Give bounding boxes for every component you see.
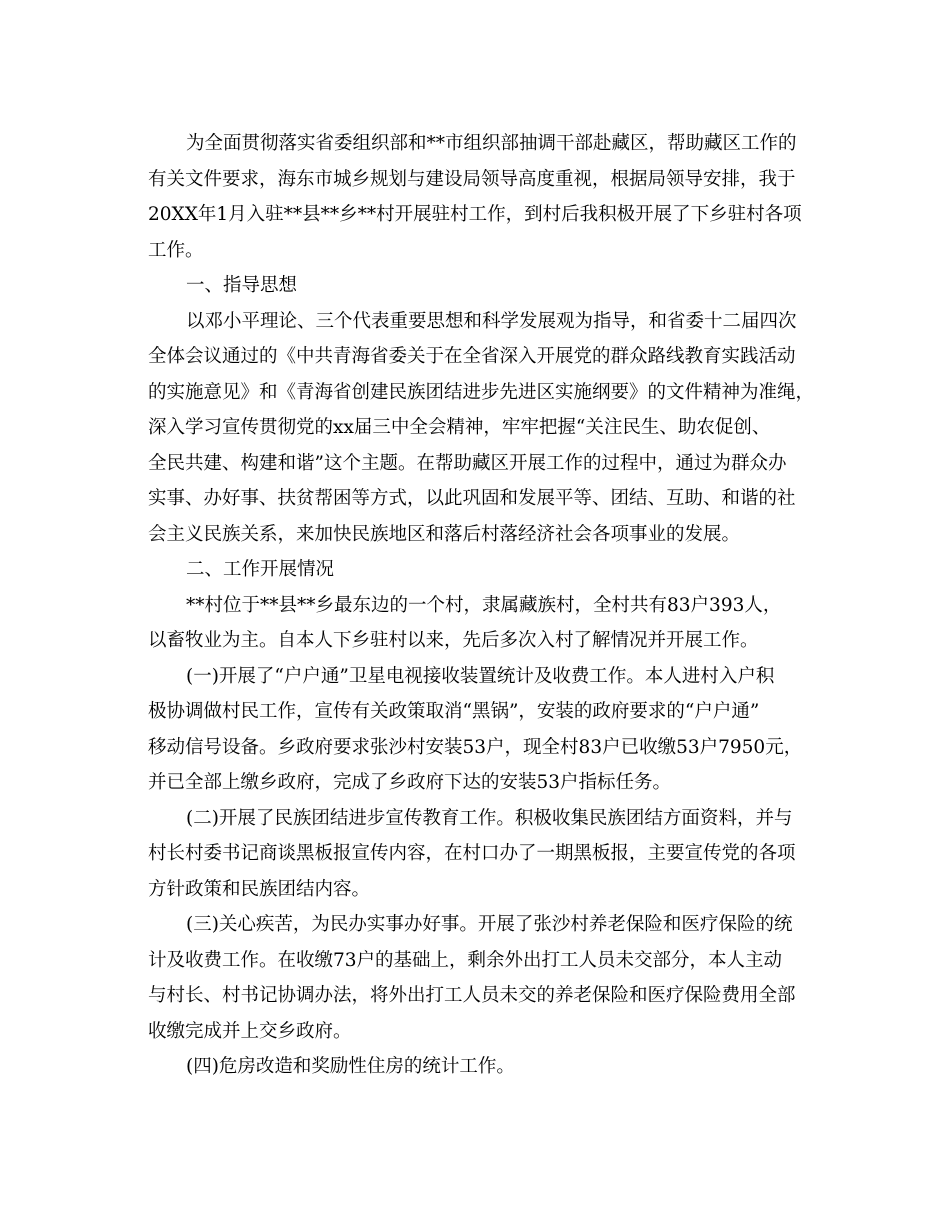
- text-line: 20XX年1月入驻**县**乡**村开展驻村工作，到村后我积极开展了下乡驻村各项: [148, 204, 802, 225]
- text-line: 二、工作开展情况: [186, 559, 335, 580]
- text-line: 深入学习宣传贯彻党的xx届三中全会精神，牢牢把握“关注民生、助农促创、: [148, 417, 771, 438]
- text-line: 村长村委书记商谈黑板报宣传内容，在村口办了一期黑板报，主要宣传党的各项: [148, 843, 796, 864]
- document-body: [148, 126, 815, 1085]
- text-line: (四)危房改造和奖励性住房的统计工作。: [186, 1056, 515, 1077]
- text-line: (二)开展了民族团结进步宣传教育工作。积极收集民族团结方面资料，并与: [186, 807, 793, 829]
- text-line: 移动信号设备。乡政府要求张沙村安装53户，现全村83户已收缴53户7950元，: [148, 736, 803, 758]
- text-line: 并已全部上缴乡政府，完成了乡政府下达的安装53户指标任务。: [148, 772, 672, 793]
- text-line: 工作。: [148, 239, 204, 261]
- text-line: **村位于**县**乡最东边的一个村，隶属藏族村，全村共有83户393人，: [186, 594, 782, 616]
- text-line: (三)关心疾苦，为民办实事办好事。开展了张沙村养老保险和医疗保险的统: [186, 914, 793, 935]
- text-line: 以畜牧业为主。自本人下乡驻村以来，先后多次入村了解情况并开展工作。: [148, 630, 759, 651]
- text-line: 与村长、村书记协调办法，将外出打工人员未交的养老保险和医疗保险费用全部: [148, 985, 796, 1006]
- text-line: 会主义民族关系，来加快民族地区和落后村落经济社会各项事业的发展。: [148, 523, 741, 545]
- text-line: 实事、办好事、扶贫帮困等方式，以此巩固和发展平等、团结、互助、和谐的社: [148, 488, 796, 509]
- text-line: 计及收费工作。在收缴73户的基础上，剩余外出打工人员未交部分，本人主动: [148, 949, 783, 971]
- text-line: 收缴完成并上交乡政府。: [148, 1020, 352, 1042]
- text-line: 全体会议通过的《中共青海省委关于在全省深入开展党的群众路线教育实践活动: [148, 346, 796, 367]
- text-line: 一、指导思想: [186, 275, 298, 296]
- text-line: 为全面贯彻落实省委组织部和**市组织部抽调干部赴藏区，帮助藏区工作的: [186, 133, 797, 154]
- text-line: (一)开展了“户户通”卫星电视接收装置统计及收费工作。本人进村入户积: [186, 665, 775, 687]
- text-line: 极协调做村民工作，宣传有关政策取消“黑锅”，安装的政府要求的“户户通”: [148, 701, 760, 722]
- text-line: 有关文件要求，海东市城乡规划与建设局领导高度重视，根据局领导安排，我于: [148, 168, 796, 190]
- text-line: 方针政策和民族团结内容。: [148, 878, 371, 900]
- text-line: 以邓小平理论、三个代表重要思想和科学发展观为指导，和省委十二届四次: [186, 310, 797, 332]
- text-line: 的实施意见》和《青海省创建民族团结进步先进区实施纲要》的文件精神为准绳，: [148, 381, 815, 403]
- text-line: 全民共建、构建和谐”这个主题。在帮助藏区开展工作的过程中，通过为群众办: [148, 452, 787, 474]
